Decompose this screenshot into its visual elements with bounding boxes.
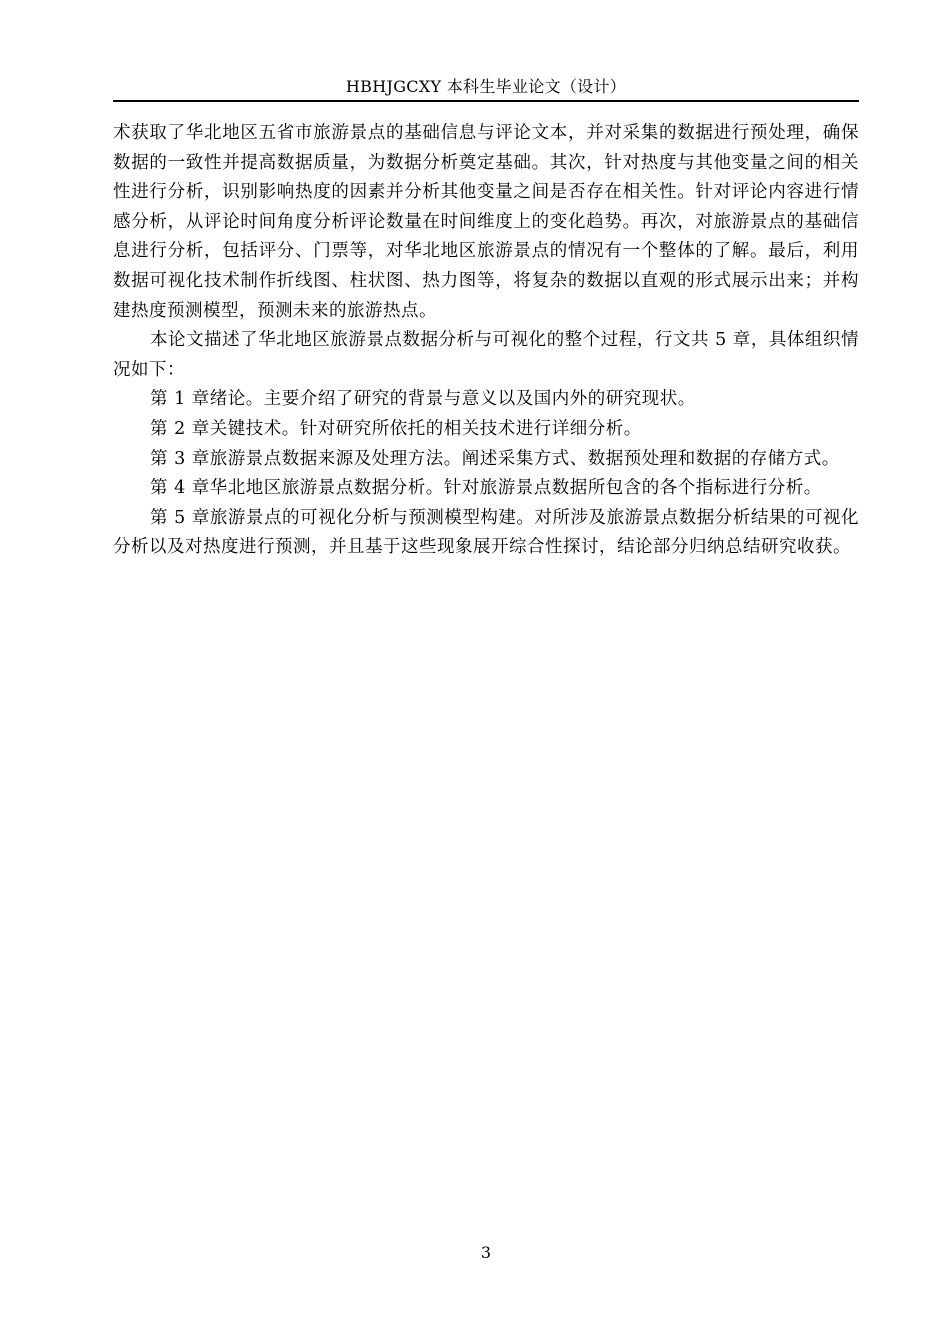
body-text	[113, 119, 859, 563]
paragraph-continued: 术获取了华北地区五省市旅游景点的基础信息与评论文本，并对采集的数据进行预处理，确保数据的一致性并提高数据质量，为数据分析奠定基础。其次，针对热度与其他变量之间的相关性进行分析，识别影响热度的因素并分析其他变量之间是否存在相关性。针对评论内容进行情感分析，从评论时间角度分析评论数量在时间维度上的变化趋势。再次，对旅游景点的基础信息进行分析，包括评分、门票等，对华北地区旅游景点的情况有一个整体的了解。最后，利用数据可视化技术制作折线图、柱状图、热力图等，将复杂的数据以直观的形式展示出来；并构建热度预测模型，预测未来的旅游热点。	[113, 123, 859, 321]
paragraph-chapter-5: 第 5 章旅游景点的可视化分析与预测模型构建。对所涉及旅游景点数据分析结果的可视化分析以及对热度进行预测，并且基于这些现象展开综合性探讨，结论部分归纳总结研究收获。	[113, 507, 859, 558]
paragraph-chapter-4: 第 4 章华北地区旅游景点数据分析。针对旅游景点数据所包含的各个指标进行分析。	[150, 478, 822, 499]
paragraph-chapter-3: 第 3 章旅游景点数据来源及处理方法。阐述采集方式、数据预处理和数据的存储方式。	[150, 448, 840, 469]
paragraph-structure-intro: 本论文描述了华北地区旅游景点数据分析与可视化的整个过程，行文共 5 章，具体组织情况如下：	[113, 330, 859, 380]
paragraph-chapter-1: 第 1 章绪论。主要介绍了研究的背景与意义以及国内外的研究现状。	[150, 389, 696, 410]
running-header: HBHJGCXY 本科生毕业论文（设计）	[345, 77, 627, 96]
page-number: 3	[480, 1243, 492, 1262]
header-rule	[113, 100, 859, 102]
paragraph-chapter-2: 第 2 章关键技术。针对研究所依托的相关技术进行详细分析。	[150, 418, 642, 439]
